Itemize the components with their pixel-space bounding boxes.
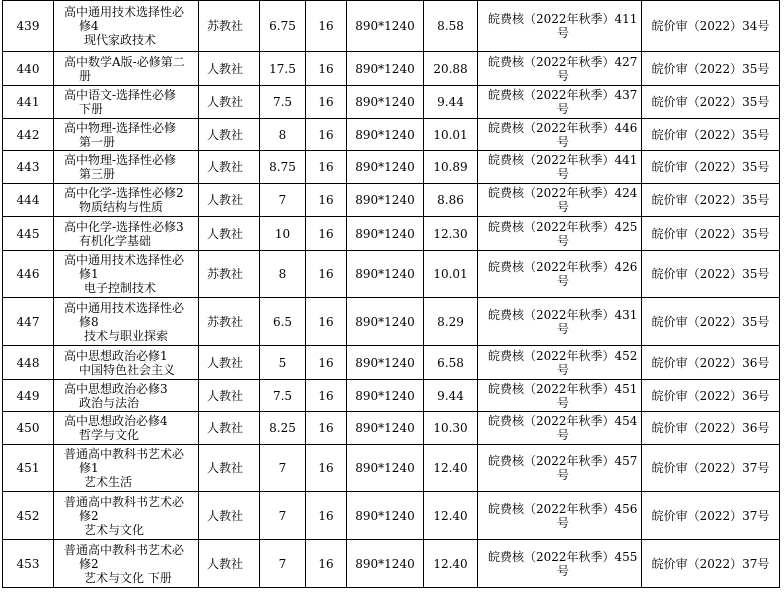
cell-review: 皖价审（2022）35号 [642,86,780,119]
cell-name [54,492,199,540]
fee-line: 皖费核（2022年秋季）454 [488,414,638,428]
cell-name [54,1,199,52]
cell-fee [478,151,642,184]
cell-fee [478,119,642,151]
name-line: 第三册 [79,167,116,181]
textbook-price-table [2,0,780,588]
name-line: 艺术与文化 下册 [84,570,172,585]
cell-format: 16 [306,540,347,588]
cell-no: 452 [3,492,54,540]
fee-line: 皖费核（2022年秋季）431 [488,307,638,322]
cell-price: 10 [260,217,306,251]
table-row [3,445,780,492]
name-line: 艺术生活 [84,475,133,489]
cell-name [54,217,199,251]
cell-price: 6.5 [260,298,306,346]
table-row [3,1,780,52]
cell-size: 890*1240 [347,492,424,540]
cell-review: 皖价审（2022）35号 [642,151,780,184]
name-line: 普通高中教科书艺术必 [64,542,185,557]
fee-line: 皖费核（2022年秋季）457 [488,454,638,468]
fee-line: 号 [556,167,569,181]
cell-fee [478,540,642,588]
cell-name [54,86,199,119]
fee-line: 皖费核（2022年秋季）455 [488,549,638,564]
cell-review: 皖价审（2022）36号 [642,346,780,380]
cell-price: 17.5 [260,52,306,86]
cell-publisher: 人教社 [199,412,260,445]
name-line: 技术与职业探索 [84,328,169,343]
fee-line: 号 [556,200,569,214]
cell-total: 12.40 [424,492,478,540]
fee-line: 皖费核（2022年秋季）426 [488,260,638,274]
name-line: 修8 [79,314,99,329]
cell-fee [478,346,642,380]
cell-review: 皖价审（2022）35号 [642,119,780,151]
name-line: 现代家政技术 [84,33,157,47]
table-row [3,52,780,86]
cell-size: 890*1240 [347,251,424,298]
cell-format: 16 [306,52,347,86]
name-line: 电子控制技术 [84,281,157,295]
cell-size: 890*1240 [347,346,424,380]
cell-size: 890*1240 [347,184,424,217]
name-line: 哲学与文化 [79,428,140,442]
cell-format: 16 [306,346,347,380]
cell-total: 6.58 [424,346,478,380]
cell-total: 12.40 [424,540,478,588]
cell-no: 439 [3,1,54,52]
cell-publisher: 苏教社 [199,251,260,298]
name-line: 下册 [79,102,104,116]
table-row [3,119,780,151]
cell-publisher: 人教社 [199,217,260,251]
cell-price: 7 [260,540,306,588]
fee-line: 皖费核（2022年秋季）411 [488,12,638,26]
name-line: 修4 [79,19,99,33]
cell-name [54,251,199,298]
cell-no: 444 [3,184,54,217]
cell-review: 皖价审（2022）36号 [642,412,780,445]
cell-price: 7.5 [260,380,306,412]
cell-no: 449 [3,380,54,412]
cell-format: 16 [306,119,347,151]
cell-no: 453 [3,540,54,588]
name-line: 普通高中教科书艺术必 [64,494,185,509]
name-line: 高中化学-选择性必修3 [64,219,184,234]
fee-line: 号 [556,102,569,116]
cell-publisher: 人教社 [199,119,260,151]
fee-line: 号 [556,515,569,530]
name-line: 修2 [79,556,99,571]
name-line: 高中通用技术选择性必 [64,300,185,315]
cell-fee [478,217,642,251]
cell-size: 890*1240 [347,380,424,412]
name-line: 有机化学基础 [79,233,152,248]
cell-price: 5 [260,346,306,380]
fee-line: 皖费核（2022年秋季）456 [488,501,638,516]
cell-fee [478,445,642,492]
cell-publisher: 人教社 [199,52,260,86]
cell-format: 16 [306,1,347,52]
cell-size: 890*1240 [347,540,424,588]
cell-review: 皖价审（2022）35号 [642,251,780,298]
cell-total: 10.30 [424,412,478,445]
cell-review: 皖价审（2022）37号 [642,445,780,492]
fee-line: 皖费核（2022年秋季）425 [488,219,638,234]
cell-total: 9.44 [424,380,478,412]
cell-no: 448 [3,346,54,380]
cell-publisher: 人教社 [199,184,260,217]
cell-format: 16 [306,412,347,445]
fee-line: 号 [556,233,569,248]
cell-total: 8.86 [424,184,478,217]
fee-line: 号 [556,468,569,482]
name-line: 高中通用技术选择性必 [64,5,185,19]
cell-publisher: 人教社 [199,540,260,588]
table-row [3,86,780,119]
fee-line: 号 [556,134,569,149]
cell-size: 890*1240 [347,86,424,119]
table-row [3,540,780,588]
cell-format: 16 [306,492,347,540]
name-line: 政治与法治 [79,395,140,410]
cell-fee [478,1,642,52]
cell-no: 442 [3,119,54,151]
table-body [3,1,780,588]
cell-total: 10.01 [424,251,478,298]
cell-size: 890*1240 [347,1,424,52]
fee-line: 皖费核（2022年秋季）427 [488,54,638,69]
cell-format: 16 [306,445,347,492]
cell-fee [478,251,642,298]
cell-fee [478,412,642,445]
name-line: 高中思想政治必修1 [64,348,168,363]
cell-publisher: 人教社 [199,445,260,492]
cell-format: 16 [306,298,347,346]
cell-fee [478,184,642,217]
cell-publisher: 人教社 [199,151,260,184]
cell-review: 皖价审（2022）36号 [642,380,780,412]
cell-publisher: 苏教社 [199,1,260,52]
cell-format: 16 [306,217,347,251]
cell-price: 7 [260,184,306,217]
fee-line: 皖费核（2022年秋季）446 [488,120,638,135]
cell-price: 7 [260,492,306,540]
cell-total: 10.01 [424,119,478,151]
cell-no: 440 [3,52,54,86]
cell-publisher: 苏教社 [199,298,260,346]
table-row [3,380,780,412]
cell-price: 7 [260,445,306,492]
table-row [3,251,780,298]
cell-price: 8.75 [260,151,306,184]
fee-line: 皖费核（2022年秋季）452 [488,348,638,363]
cell-size: 890*1240 [347,298,424,346]
name-line: 高中思想政治必修3 [64,381,168,396]
cell-no: 451 [3,445,54,492]
table-row [3,492,780,540]
cell-price: 6.75 [260,1,306,52]
cell-format: 16 [306,380,347,412]
cell-size: 890*1240 [347,151,424,184]
cell-name [54,298,199,346]
cell-name [54,52,199,86]
cell-total: 10.89 [424,151,478,184]
cell-name [54,119,199,151]
cell-total: 12.30 [424,217,478,251]
name-line: 高中语文-选择性必修 [64,88,177,102]
cell-price: 8.25 [260,412,306,445]
name-line: 高中物理-选择性必修 [64,153,177,167]
cell-format: 16 [306,184,347,217]
name-line: 册 [79,68,92,83]
name-line: 高中数学A版-必修第二 [64,54,185,69]
table-row [3,346,780,380]
name-line: 高中化学-选择性必修2 [64,186,184,200]
cell-format: 16 [306,86,347,119]
cell-fee [478,298,642,346]
cell-no: 441 [3,86,54,119]
cell-total: 12.40 [424,445,478,492]
cell-review: 皖价审（2022）35号 [642,184,780,217]
cell-size: 890*1240 [347,217,424,251]
fee-line: 皖费核（2022年秋季）437 [488,88,638,102]
cell-fee [478,492,642,540]
fee-line: 皖费核（2022年秋季）451 [488,381,638,396]
cell-total: 9.44 [424,86,478,119]
name-line: 修1 [79,461,99,475]
cell-size: 890*1240 [347,119,424,151]
name-line: 修1 [79,267,99,281]
cell-fee [478,86,642,119]
cell-publisher: 人教社 [199,346,260,380]
cell-name [54,346,199,380]
cell-total: 8.58 [424,1,478,52]
table-row [3,217,780,251]
name-line: 高中通用技术选择性必 [64,253,185,267]
name-line: 中国特色社会主义 [79,362,176,377]
cell-no: 443 [3,151,54,184]
name-line: 高中思想政治必修4 [64,414,168,428]
cell-publisher: 人教社 [199,492,260,540]
name-line: 高中物理-选择性必修 [64,120,177,135]
fee-line: 号 [556,563,569,578]
name-line: 物质结构与性质 [79,200,164,214]
cell-format: 16 [306,251,347,298]
table-row [3,184,780,217]
fee-line: 号 [556,321,569,336]
cell-publisher: 人教社 [199,86,260,119]
table-row [3,151,780,184]
cell-format: 16 [306,151,347,184]
table-row [3,412,780,445]
cell-no: 445 [3,217,54,251]
fee-line: 号 [556,362,569,377]
cell-name [54,445,199,492]
fee-line: 号 [556,26,569,40]
cell-name [54,184,199,217]
cell-price: 7.5 [260,86,306,119]
cell-publisher: 人教社 [199,380,260,412]
cell-name [54,380,199,412]
fee-line: 皖费核（2022年秋季）441 [488,153,638,167]
cell-review: 皖价审（2022）35号 [642,298,780,346]
cell-name [54,540,199,588]
cell-name [54,412,199,445]
name-line: 第一册 [79,134,116,149]
cell-review: 皖价审（2022）35号 [642,217,780,251]
cell-size: 890*1240 [347,445,424,492]
fee-line: 号 [556,428,569,442]
cell-size: 890*1240 [347,412,424,445]
cell-no: 446 [3,251,54,298]
cell-fee [478,380,642,412]
cell-no: 447 [3,298,54,346]
cell-price: 8 [260,251,306,298]
table-row [3,298,780,346]
cell-review: 皖价审（2022）34号 [642,1,780,52]
cell-price: 8 [260,119,306,151]
cell-size: 890*1240 [347,52,424,86]
cell-total: 20.88 [424,52,478,86]
name-line: 艺术与文化 [84,522,145,537]
cell-total: 8.29 [424,298,478,346]
fee-line: 号 [556,274,569,288]
fee-line: 号 [556,395,569,410]
fee-line: 皖费核（2022年秋季）424 [488,186,638,200]
fee-line: 号 [556,68,569,83]
cell-name [54,151,199,184]
cell-fee [478,52,642,86]
name-line: 修2 [79,508,99,523]
cell-review: 皖价审（2022）35号 [642,52,780,86]
name-line: 普通高中教科书艺术必 [64,447,185,461]
cell-no: 450 [3,412,54,445]
cell-review: 皖价审（2022）37号 [642,492,780,540]
cell-review: 皖价审（2022）37号 [642,540,780,588]
